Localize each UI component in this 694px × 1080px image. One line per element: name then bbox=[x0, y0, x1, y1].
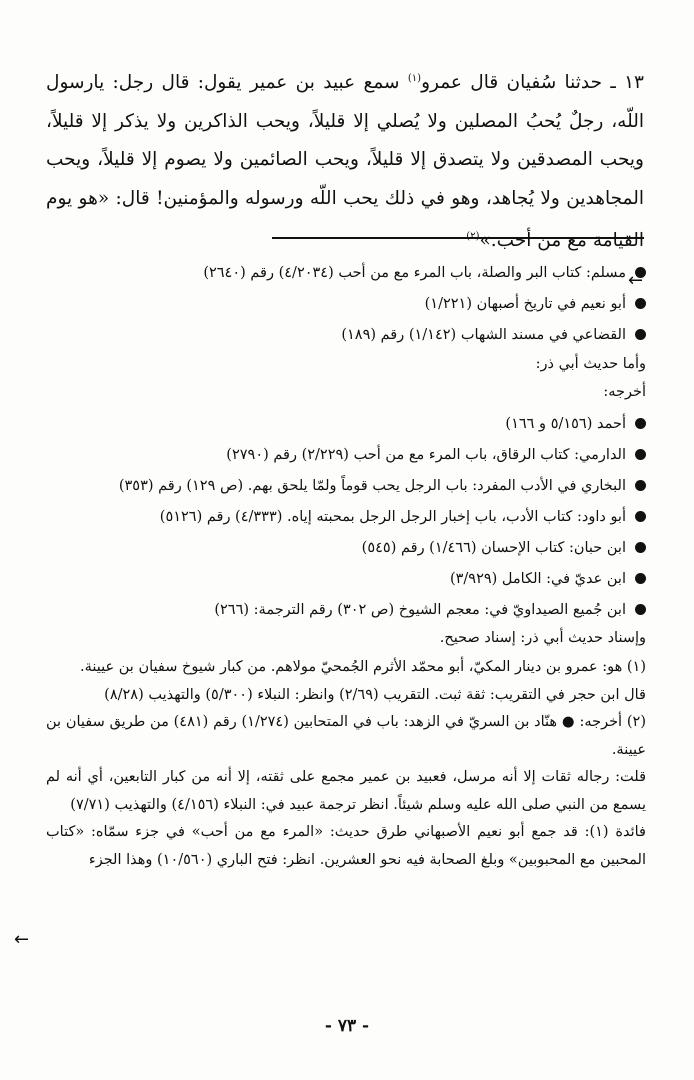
isnad-note: وإسناد حديث أبي ذر: إسناد صحيح. bbox=[439, 630, 646, 646]
source-item: ابن جُميع الصيداويّ في: معجم الشيوخ (ص ٣٠٢) رقم الترجمة: (٢٦٦) bbox=[214, 600, 646, 620]
source-item: ابن عديّ في: الكامل (٣/٩٢٩) bbox=[450, 569, 646, 589]
source-item: ابن حبان: كتاب الإحسان (١/٤٦٦) رقم (٥٤٥) bbox=[362, 538, 646, 558]
bullet-icon bbox=[635, 511, 646, 522]
bullet-icon bbox=[635, 480, 646, 491]
source-item: مسلم: كتاب البر والصلة، باب المرء مع من أحب (٤/٢٠٣٤) رقم (٢٦٤٠) bbox=[203, 263, 646, 283]
source-item: البخاري في الأدب المفرد: باب الرجل يحب قوماً ولمّا يلحق بهم. (ص ١٢٩) رقم (٣٥٣) bbox=[119, 476, 646, 496]
takhrij-label: أخرجه: bbox=[603, 384, 646, 400]
bullet-icon bbox=[635, 329, 646, 340]
source-item: أبو داود: كتاب الأدب، باب إخبار الرجل الرجل بمحبته إياه. (٤/٣٣٣) رقم (٥١٢٦) bbox=[160, 507, 646, 527]
left-arrow-icon: ← bbox=[14, 929, 30, 950]
hadith-part-2: سمع عبيد بن عمير يقول: قال رجل: يارسول اللّه، رجلٌ يُحبُ المصلين ولا يُصلي إلا قليلاً، ويحب الذاكرين ولا يذكر إلا قليلاً، ويحب المصدقين ولا يتصدق إلا قليلاً، ويحب الصائمين ولا يصوم إلا قليلاً، ويحب المجاهدين ولا يُجاهد، وهو في ذلك يحب اللّه ورسوله والمؤمنين! قال: «هو يوم القيامة مع من أحب.» bbox=[46, 72, 644, 252]
source-item: أبو نعيم في تاريخ أصبهان (١/٢٢١) bbox=[425, 294, 646, 314]
hadith-text bbox=[46, 60, 644, 261]
hadith-part-1: ١٣ ـ حدثنا سُفيان قال عمرو bbox=[421, 72, 644, 94]
footnote-1: (١) هو: عمرو بن دينار المكيّ، أبو محمّد الأثرم الجُمحيّ مولاهم. من كبار شيوخ سفيان بن عيينة. bbox=[80, 659, 646, 675]
source-item: الدارمي: كتاب الرقاق، باب المرء مع من أحب (٢/٢٢٩) رقم (٢٧٩٠) bbox=[226, 445, 646, 465]
footnote-2: (٢) أخرجه: ● هنّاد بن السريّ في الزهد: باب في المتحابين (١/٢٧٤) رقم (٤٨١) من طريق سفيان بن عيينة. bbox=[46, 714, 646, 758]
footnote-comment: قلت: رجاله ثقات إلا أنه مرسل، فعبيد بن عمير مجمع على ثقته، إلا أنه من كبار التابعين، أي أنه لم يسمع من النبي صلى الله عليه وسلم شيئاً. انظر ترجمة عبيد في: النبلاء (٤/١٥٦) والتهذيب (٧/٧١) bbox=[46, 769, 646, 813]
bullet-icon bbox=[635, 542, 646, 553]
page-number: - ٧٣ - bbox=[324, 1016, 370, 1036]
footnote-marker-1: (١) bbox=[407, 73, 422, 84]
abu-dharr-intro: وأما حديث أبي ذر: bbox=[535, 356, 646, 372]
hadith-paragraph bbox=[46, 60, 644, 261]
source-item: أحمد (٥/١٥٦ و ١٦٦) bbox=[505, 414, 646, 434]
footnote-1-continued: قال ابن حجر في التقريب: ثقة ثبت. التقريب (٢/٦٩) وانظر: النبلاء (٥/٣٠٠) والتهذيب (٨/٢٨) bbox=[104, 686, 646, 703]
footnote-marker-2: (٢) bbox=[466, 231, 480, 243]
footnotes bbox=[46, 654, 646, 874]
bullet-icon bbox=[635, 418, 646, 429]
bullet-icon bbox=[635, 449, 646, 460]
left-arrow-icon: ← bbox=[628, 270, 644, 291]
bullet-icon bbox=[635, 573, 646, 584]
source-item: القضاعي في مسند الشهاب (١/١٤٢) رقم (١٨٩) bbox=[341, 325, 646, 345]
bullet-icon bbox=[635, 604, 646, 615]
footnote-divider bbox=[272, 237, 644, 239]
bullet-icon bbox=[635, 298, 646, 309]
footnote-benefit: فائدة (١): قد جمع أبو نعيم الأصبهاني طرق حديث: «المرء مع من أحب» في جزء سمّاه: «كتاب المحبين مع المحبوبين» وبلغ الصحابة فيه نحو العشرين. انظر: فتح الباري (١٠/٥٦٠) وهذا الجزء bbox=[46, 824, 646, 868]
